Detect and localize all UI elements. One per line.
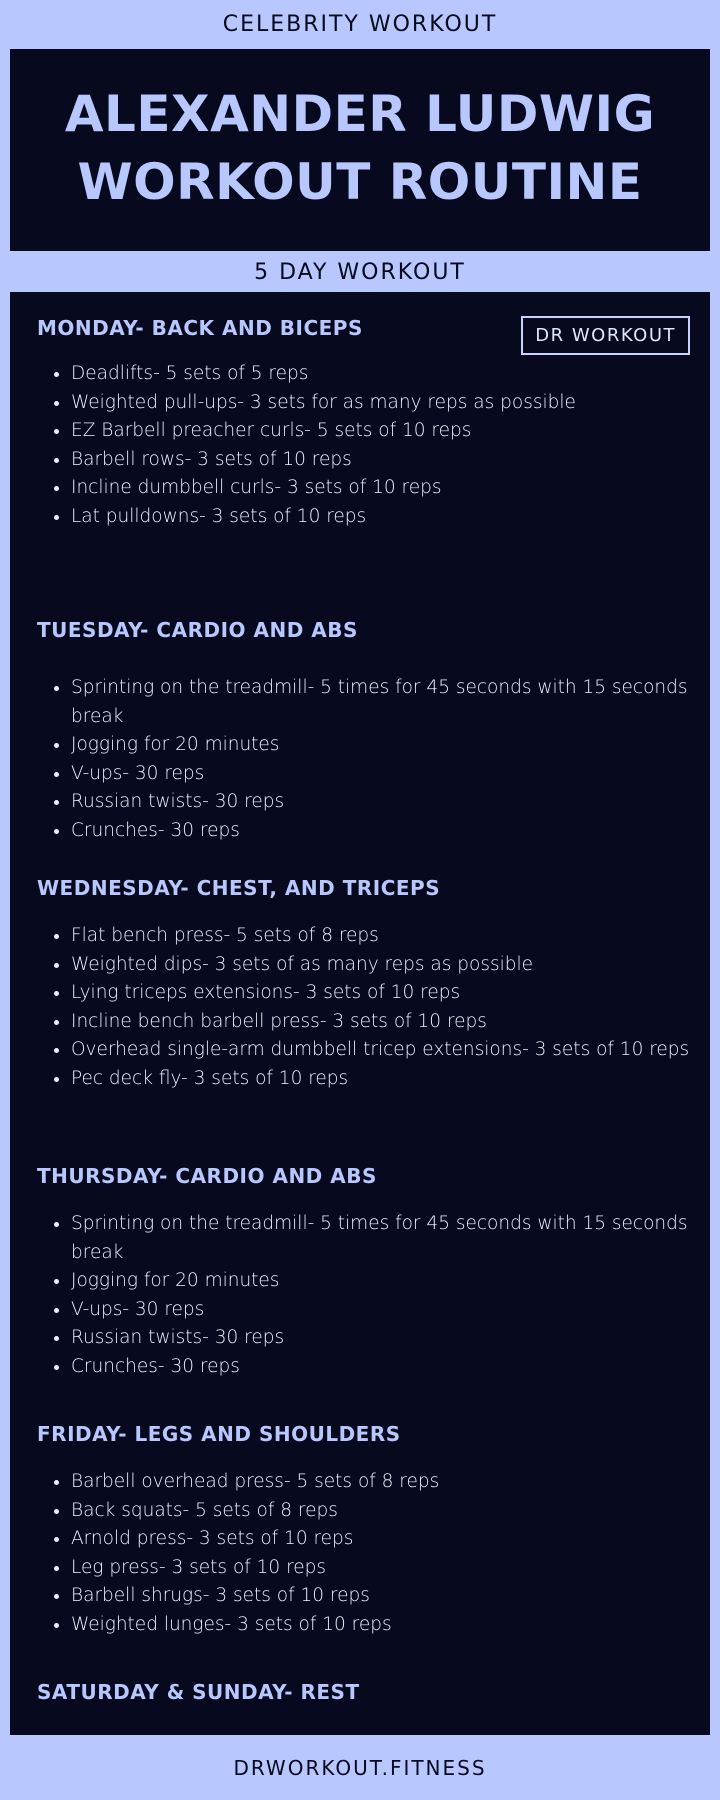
list-item: V-ups- 30 reps xyxy=(10,760,710,789)
page-title-line-2: WORKOUT ROUTINE xyxy=(77,153,643,211)
list-item: Weighted pull-ups- 3 sets for as many reps as possible xyxy=(10,389,710,418)
list-item: EZ Barbell preacher curls- 5 sets of 10 reps xyxy=(10,417,710,446)
exercise-list-thursday xyxy=(10,1210,710,1381)
exercise-list-wednesday xyxy=(10,922,710,1093)
brand-badge: DR WORKOUT xyxy=(521,316,690,355)
workout-panel xyxy=(10,292,710,1735)
exercise-list-monday xyxy=(10,360,710,531)
list-item: Incline bench barbell press- 3 sets of 10 reps xyxy=(10,1008,710,1037)
list-item: Sprinting on the treadmill- 5 times for 45 seconds with 15 seconds break xyxy=(10,674,710,731)
list-item: Pec deck fly- 3 sets of 10 reps xyxy=(10,1065,710,1094)
list-item: Lying triceps extensions- 3 sets of 10 reps xyxy=(10,979,710,1008)
list-item: Overhead single-arm dumbbell tricep extensions- 3 sets of 10 reps xyxy=(10,1036,710,1065)
list-item: Crunches- 30 reps xyxy=(10,1353,710,1382)
day-heading-weekend: SATURDAY & SUNDAY- REST xyxy=(37,1680,360,1704)
list-item: Barbell shrugs- 3 sets of 10 reps xyxy=(10,1582,710,1611)
page-title-line-1: ALEXANDER LUDWIG xyxy=(64,85,656,143)
list-item: Sprinting on the treadmill- 5 times for 45 seconds with 15 seconds break xyxy=(10,1210,710,1267)
list-item: Incline dumbbell curls- 3 sets of 10 reps xyxy=(10,474,710,503)
list-item: Deadlifts- 5 sets of 5 reps xyxy=(10,360,710,389)
list-item: Jogging for 20 minutes xyxy=(10,731,710,760)
list-item: Weighted lunges- 3 sets of 10 reps xyxy=(10,1611,710,1640)
day-heading-thursday: THURSDAY- CARDIO AND ABS xyxy=(37,1164,377,1188)
list-item: Lat pulldowns- 3 sets of 10 reps xyxy=(10,503,710,532)
day-heading-wednesday: WEDNESDAY- CHEST, AND TRICEPS xyxy=(37,876,441,900)
list-item: Weighted dips- 3 sets of as many reps as possible xyxy=(10,951,710,980)
list-item: Arnold press- 3 sets of 10 reps xyxy=(10,1525,710,1554)
exercise-list-tuesday xyxy=(10,674,710,845)
list-item: Jogging for 20 minutes xyxy=(10,1267,710,1296)
title-banner xyxy=(10,49,710,251)
sub-label: 5 DAY WORKOUT xyxy=(254,259,466,285)
day-heading-friday: FRIDAY- LEGS AND SHOULDERS xyxy=(37,1422,401,1446)
list-item: Flat bench press- 5 sets of 8 reps xyxy=(10,922,710,951)
site-footer: DRWORKOUT.FITNESS xyxy=(233,1756,487,1780)
list-item: Barbell rows- 3 sets of 10 reps xyxy=(10,446,710,475)
list-item: Barbell overhead press- 5 sets of 8 reps xyxy=(10,1468,710,1497)
list-item: V-ups- 30 reps xyxy=(10,1296,710,1325)
day-heading-tuesday: TUESDAY- CARDIO AND ABS xyxy=(37,618,358,642)
list-item: Russian twists- 30 reps xyxy=(10,1324,710,1353)
list-item: Leg press- 3 sets of 10 reps xyxy=(10,1554,710,1583)
list-item: Back squats- 5 sets of 8 reps xyxy=(10,1497,710,1526)
top-label: CELEBRITY WORKOUT xyxy=(222,11,498,37)
list-item: Crunches- 30 reps xyxy=(10,817,710,846)
exercise-list-friday xyxy=(10,1468,710,1639)
list-item: Russian twists- 30 reps xyxy=(10,788,710,817)
day-heading-monday: MONDAY- BACK AND BICEPS xyxy=(37,316,363,340)
